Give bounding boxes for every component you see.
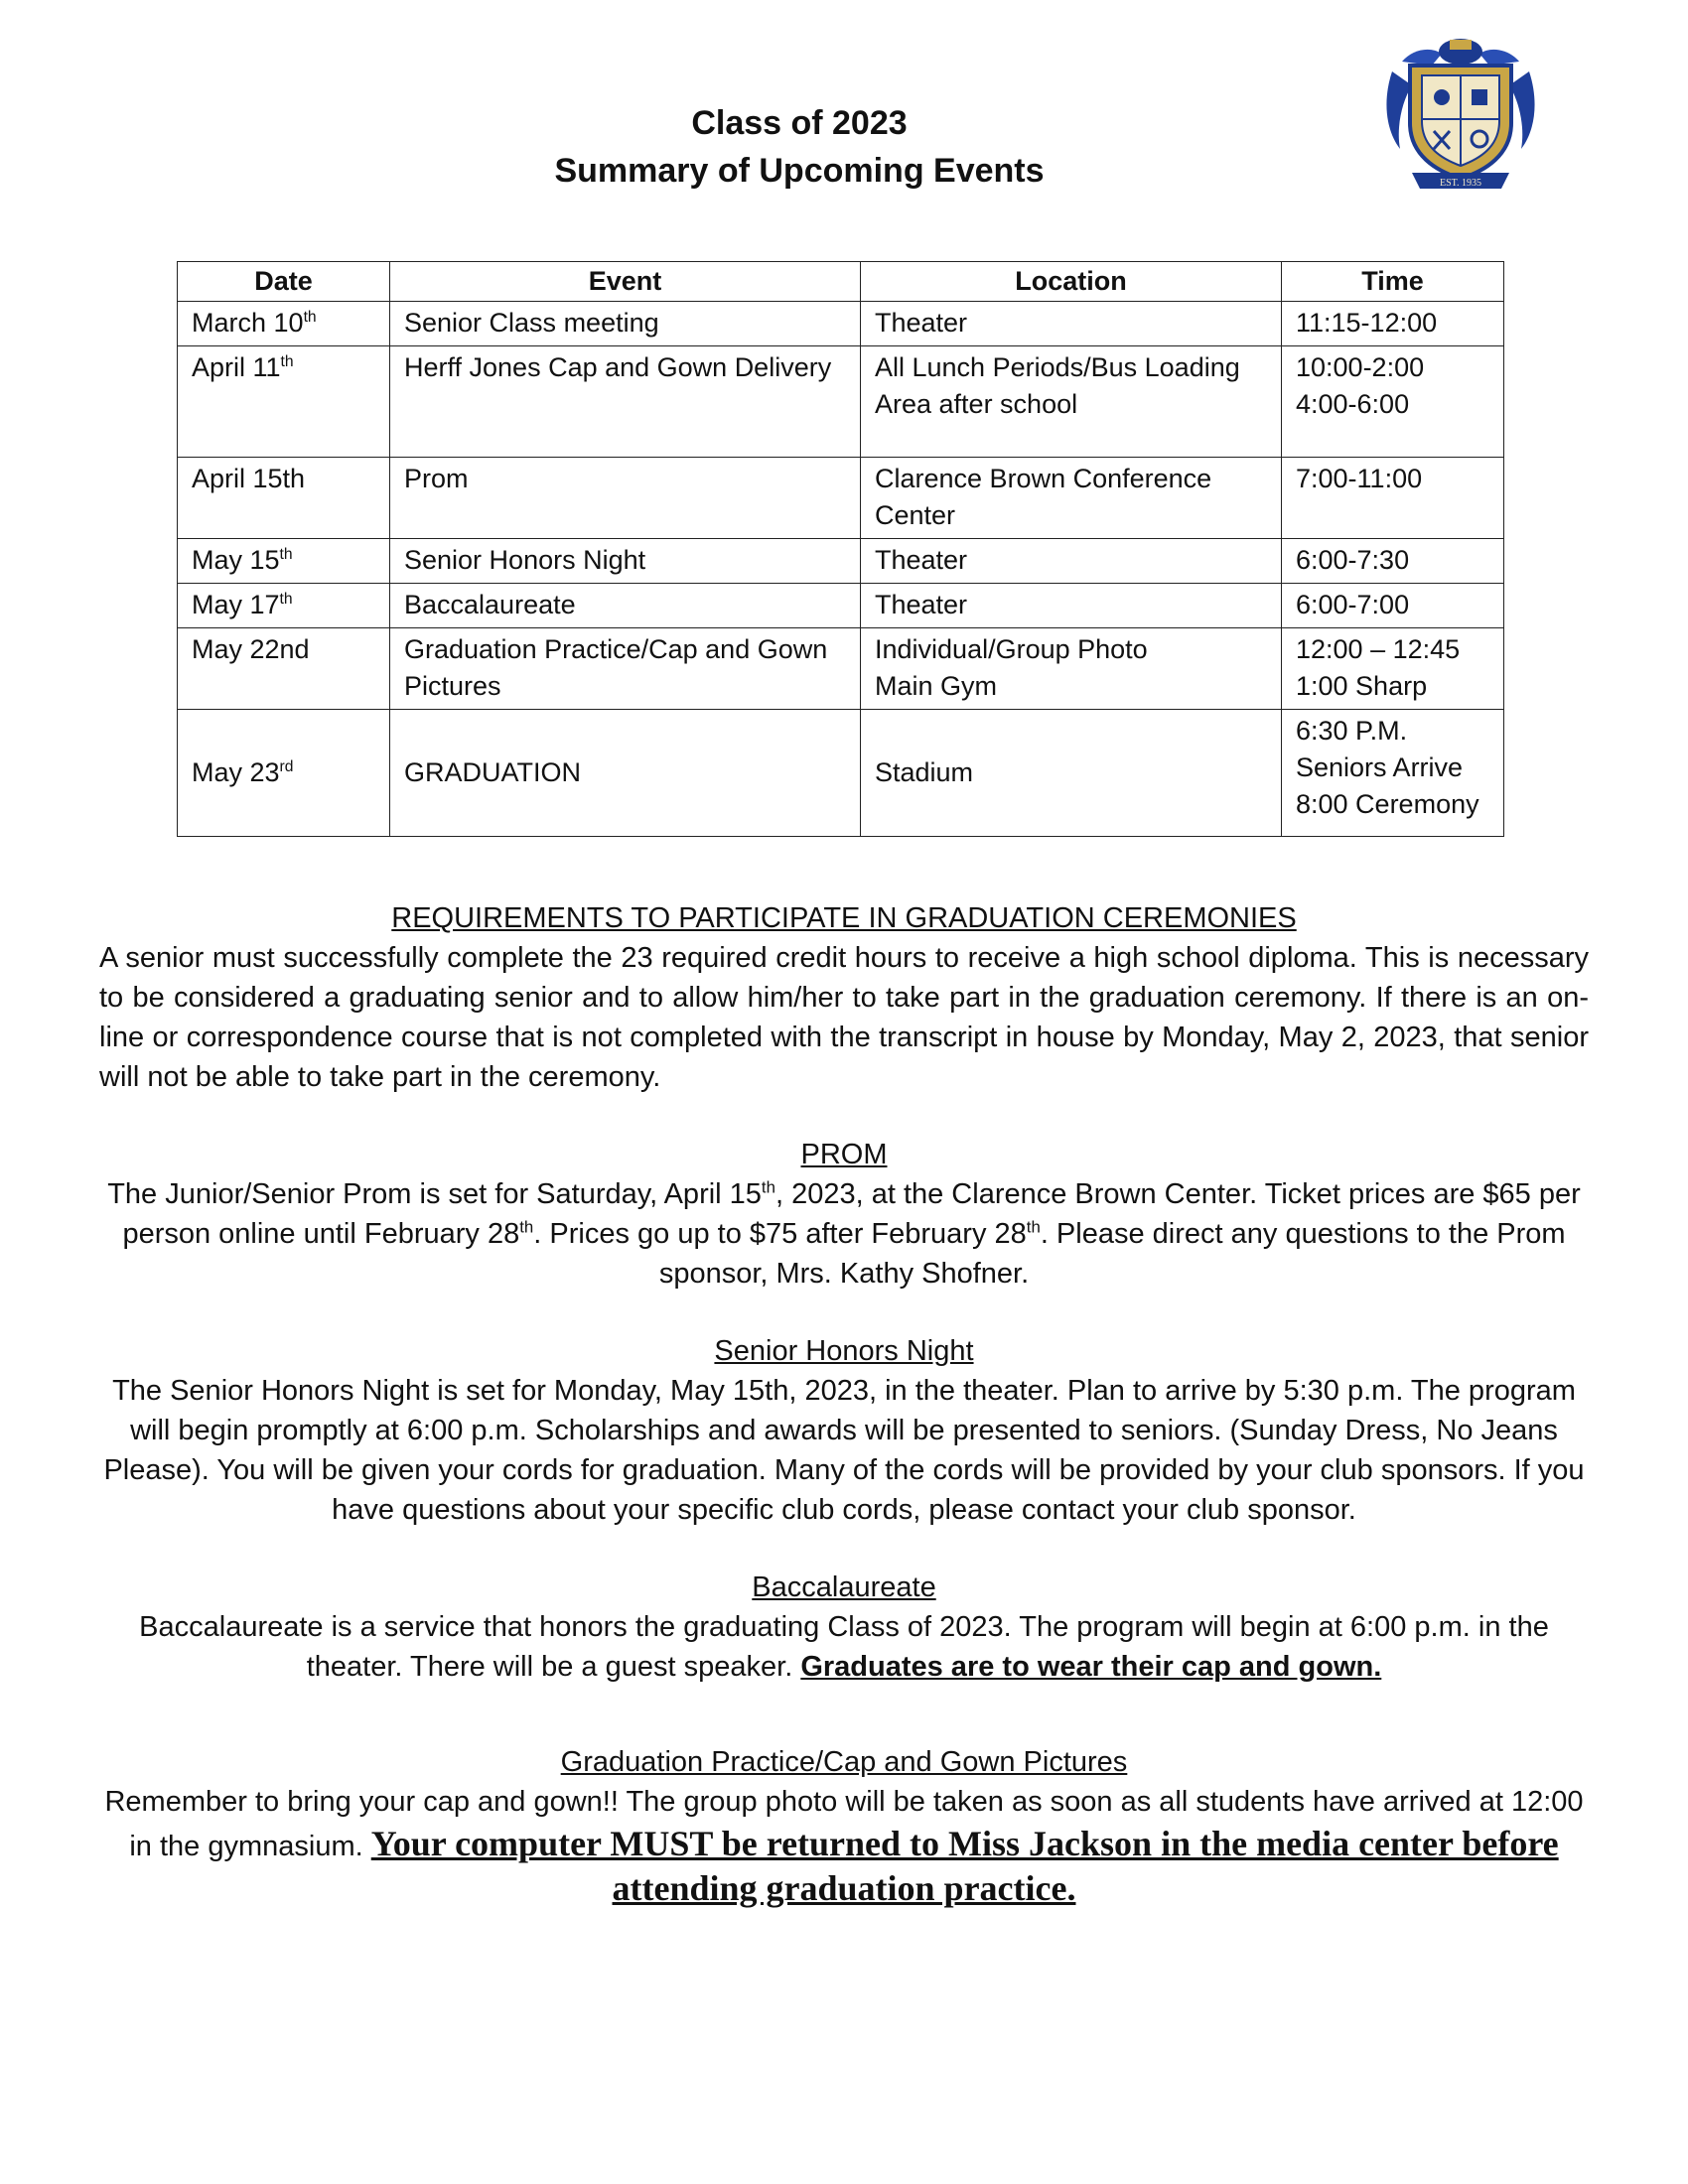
cell-date: May 17th [178,584,390,628]
cell-time: 6:30 P.M. Seniors Arrive 8:00 Ceremony [1282,710,1504,837]
baccalaureate-heading: Baccalaureate [752,1571,936,1603]
computer-return-notice: Your computer MUST be returned to Miss Jackson in the media center before attending graduation practice. [370,1824,1559,1908]
cell-location: Theater [861,584,1282,628]
cell-location: Individual/Group Photo Main Gym [861,628,1282,710]
cap-gown-notice: Graduates are to wear their cap and gown. [800,1651,1382,1683]
cell-date: April 11th [178,346,390,458]
svg-text:EST. 1935: EST. 1935 [1439,178,1482,189]
cell-location: Stadium [861,710,1282,837]
cell-time: 6:00-7:30 [1282,539,1504,584]
cell-event: Baccalaureate [390,584,861,628]
requirements-body: A senior must successfully complete the 23 required credit hours to receive a high school diploma. This is necessary to be considered a graduating senior and to allow him/her to take part in the graduation ceremony. If there is an on-line or correspondence course that is not completed with the transcript in house by Monday, May 2, 2023, that senior will not be able to take part in the ceremony. [99,942,1589,1093]
cell-location: All Lunch Periods/Bus Loading Area after school [861,346,1282,458]
header-time: Time [1282,262,1504,302]
requirements-heading: REQUIREMENTS TO PARTICIPATE IN GRADUATION CEREMONIES [391,902,1297,934]
cell-date: May 22nd [178,628,390,710]
cell-time: 10:00-2:00 4:00-6:00 [1282,346,1504,458]
cell-location: Theater [861,539,1282,584]
events-table [177,261,1504,837]
page-title: Class of 2023 [691,104,908,142]
cell-date: May 15th [178,539,390,584]
cell-event: Prom [390,458,861,539]
cell-date: March 10th [178,302,390,346]
cell-event: Herff Jones Cap and Gown Delivery [390,346,861,458]
cell-event: Senior Honors Night [390,539,861,584]
cell-event: GRADUATION [390,710,861,837]
cell-time: 7:00-11:00 [1282,458,1504,539]
info-sections [99,898,1589,1911]
header-event: Event [390,262,861,302]
table-row [178,710,1504,837]
practice-heading: Graduation Practice/Cap and Gown Pictures [560,1746,1128,1778]
cell-event: Senior Class meeting [390,302,861,346]
page-subtitle: Summary of Upcoming Events [554,152,1045,190]
table-header-row [178,262,1504,302]
header-date: Date [178,262,390,302]
cell-location: Theater [861,302,1282,346]
cell-date: May 23rd [178,710,390,837]
cell-time: 6:00-7:00 [1282,584,1504,628]
table-row [178,539,1504,584]
table-row [178,302,1504,346]
table-row [178,346,1504,458]
cell-event: Graduation Practice/Cap and Gown Pictures [390,628,861,710]
header-location: Location [861,262,1282,302]
table-row [178,628,1504,710]
practice-body: Remember to bring your cap and gown!! The group photo will be taken as soon as all students have arrived at 12:00 in the gymnasium. Your computer MUST be returned to Miss Jackson in the media center before attending graduation practice. [104,1786,1584,1908]
baccalaureate-body: Baccalaureate is a service that honors the graduating Class of 2023. The program will begin at 6:00 p.m. in the theater. There will be a guest speaker. Graduates are to wear their cap and gown. [139,1611,1549,1683]
cell-time: 11:15-12:00 [1282,302,1504,346]
cell-location: Clarence Brown Conference Center [861,458,1282,539]
table-row [178,584,1504,628]
cell-date: April 15th [178,458,390,539]
honors-body: The Senior Honors Night is set for Monday, May 15th, 2023, in the theater. Plan to arrive by 5:30 p.m. The program will begin promptly at 6:00 p.m. Scholarships and awards will be presented to seniors. (Sunday Dress, No Jeans Please). You will be given your cords for graduation. Many of the cords will be provided by your club sponsors. If you have questions about your specific club cords, please contact your club sponsor. [103,1375,1585,1526]
cell-time: 12:00 – 12:45 1:00 Sharp [1282,628,1504,710]
title-block [0,99,1599,195]
prom-body: The Junior/Senior Prom is set for Saturday, April 15th, 2023, at the Clarence Brown Center. Ticket prices are $65 per person online until February 28th. Prices go up to $75 after February 28th. Please direct any questions to the Prom sponsor, Mrs. Kathy Shofner. [107,1177,1581,1290]
honors-heading: Senior Honors Night [714,1335,974,1367]
table-row [178,458,1504,539]
prom-heading: PROM [800,1139,888,1170]
